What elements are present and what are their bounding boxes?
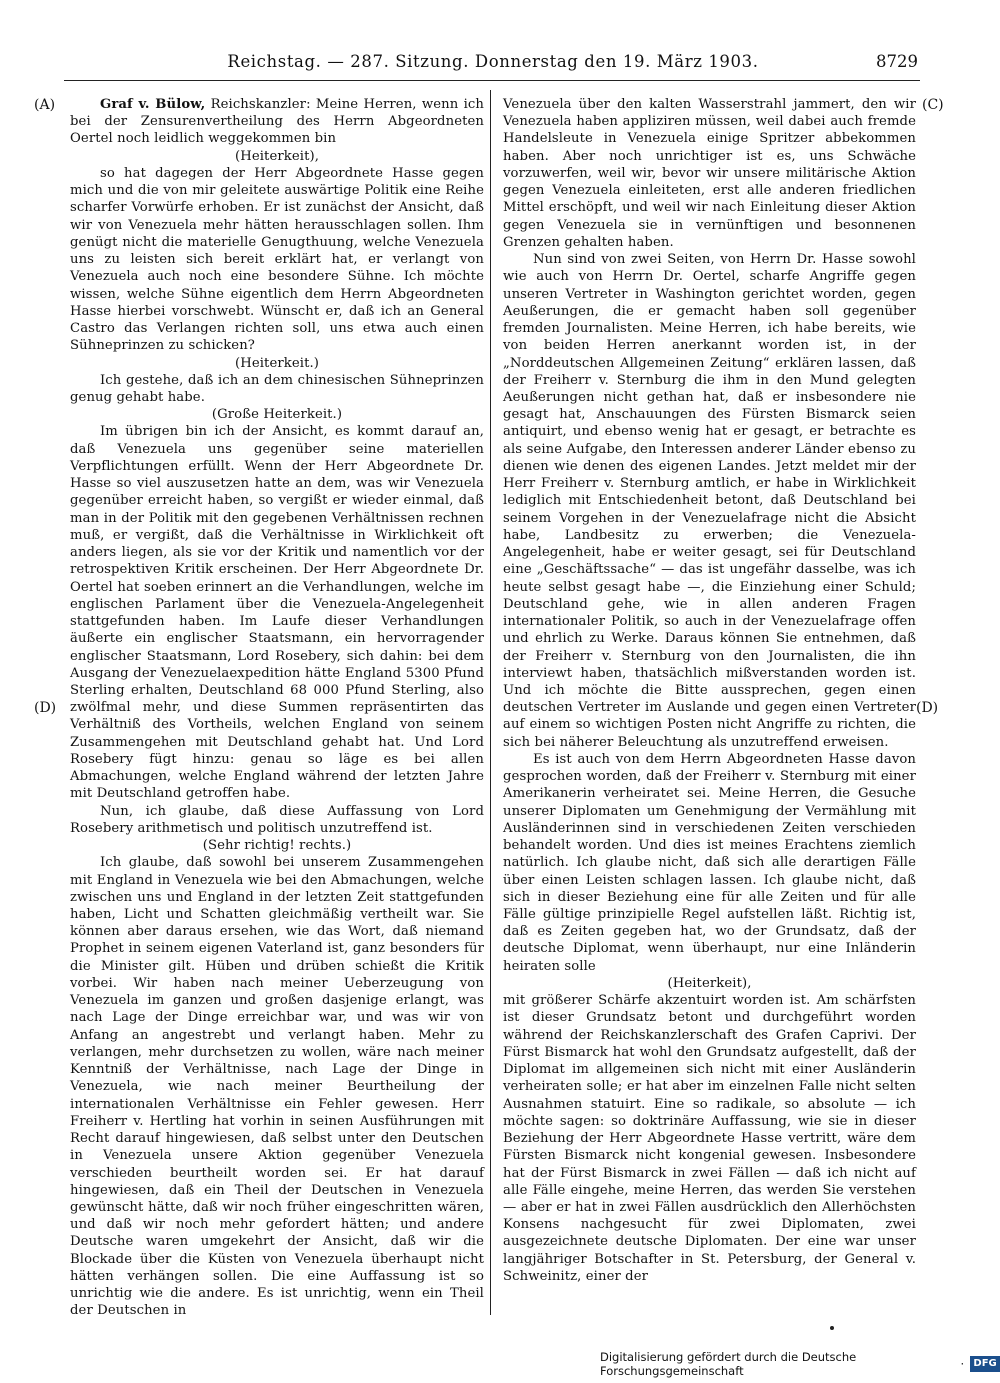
paragraph-continuation: Venezuela über den kalten Wasserstrahl jammert, den wir Venezuela haben appliziren müssen, weil dabei auch fremde Handelsleute in Venezuela einige Spritzer abbekommen haben. Aber noch unrichtiger ist es, uns Schwäche vorzuwerfen, weil wir, bevor wir unsere militärische Aktion gegen Venezuela einleiteten, erst alle anderen friedlichen Mittel erschöpft, und weil wir nach Einleitung dieser Aktion gegen Venezuela sie in vernünftigen und besonnenen Grenzen gehalten haben. [503, 97, 916, 250]
paragraph: Ich glaube, daß sowohl bei unserem Zusammengehen mit England in Venezuela wie bei den Abmachungen, welche zwischen uns und England in der letzten Zeit stattgefunden haben, Licht und Schatten gleichmäßig vertheilt war. Sie können aber daraus ersehen, wie das Wort, daß niemand Prophet in seinem eigenen Vaterland ist, ganz besonders für die Minister gilt. Hüben und drüben schießt die Kritik vorbei. Wir haben nach meiner Ueberzeugung von Venezuela im ganzen und großen dasjenige erlangt, was nach Lage der Dinge erreichbar war, und was wir von Anfang an angestrebt und verlangt haben. Mehr zu verlangen, mehr durchsetzen zu wollen, wäre nach meiner Kenntniß der Verhältnisse, nach Lage der Dinge in Venezuela, wie nach meiner Beurtheilung der internationalen Verhältnisse ein Fehler gewesen. Herr Freiherr v. Hertling hat vorhin in seinen Ausführungen mit Recht darauf hingewiesen, daß selbst unter den Deutschen in Venezuela unsere Aktion gegenüber Venezuela verschieden beurtheilt worden sei. Er hat darauf hingewiesen, daß ein Theil der Deutschen in Venezuela gewünscht hätte, daß wir noch früher eingeschritten wären, und daß wir noch mehr gefordert hätten; und andere Deutsche waren umgekehrt der Ansicht, daß wir die Blockade über die Küsten von Venezuela überhaupt nicht hätten verhängen sollen. Die eine Auffassung ist so unrichtig wie die andere. Es ist unrichtig, wenn ein Theil der Deutschen in [70, 855, 484, 1319]
margin-marker-d-left: (D) [34, 700, 57, 716]
speaker-text: Reichskanzler: Meine Herren, wenn ich bei der Zensurenvertheilung des Herrn Abgeordneten Oertel noch leidlich weggekommen bin [70, 97, 484, 147]
footer [600, 1350, 1000, 1378]
speaker-name: Graf v. Bülow, [100, 97, 206, 112]
dfg-logo[interactable]: DFG [970, 1356, 1000, 1372]
column-divider [490, 90, 491, 1315]
interjection: (Sehr richtig! rechts.) [202, 838, 352, 854]
right-column [503, 96, 916, 1285]
footer-text: Digitalisierung gefördert durch die Deutsche Forschungsgemeinschaft [600, 1350, 857, 1378]
header-rule [64, 80, 920, 81]
paragraph: Im übrigen bin ich der Ansicht, es kommt darauf an, daß Venezuela uns gegenüber seine materiellen Verpflichtungen erfüllt. Wenn der Herr Abgeordnete Dr. Hasse so viel auszusetzen hatte an dem, was wir Venezuela gegenüber erreicht haben, so vergißt er wieder einmal, daß man in der Politik mit den gegebenen Verhältnissen rechnen muß, er vergißt, daß die Verhältnisse in Wirklichkeit oft anders liegen, als sie vor der Kritik und namentlich vor der retrospektiven Kritik erscheinen. Der Herr Abgeordnete Dr. Oertel hat soeben erinnert an die Verhandlungen, welche im englischen Parlament über die Venezuela-Angelegenheit stattgefunden haben. Im Laufe dieser Verhandlungen äußerte ein englischer Staatsmann, ein hervorragender englischer Staatsmann, Lord Rosebery, sich dahin: bei dem Ausgang der Venezuelaexpedition hätte England 5300 Pfund Sterling erhalten, Deutschland 68 000 Pfund Sterling, also zwölfmal mehr, und diese Summen repräsentirten das Verhältniß des Vortheils, welchen England von seinem Zusammengehen mit Deutschland gehabt hat. Und Lord Rosebery fügt hinzu: genau so läge es bei allen Abmachungen, welche England während der letzten Jahre mit Deutschland getroffen habe. [70, 424, 484, 802]
paragraph: Nun, ich glaube, daß diese Auffassung von Lord Rosebery arithmetisch und politisch unzutreffend ist. [70, 803, 484, 836]
margin-marker-d-right: (D) [916, 700, 939, 716]
speaker-paragraph [70, 96, 484, 148]
paragraph: Nun sind von zwei Seiten, von Herrn Dr. Hasse sowohl wie auch von Herrn Dr. Oertel, scharfe Angriffe gegen unseren Vertreter in Washington gerichtet worden, gegen Aeußerungen, die er gemacht haben soll gegenüber fremden Journalisten. Meine Herren, ich habe bereits, wie von beiden Herren anerkannt worden ist, in der „Norddeutschen Allgemeinen Zeitung“ erklären lassen, daß der Freiherr v. Sternburg die ihm in den Mund gelegten Aeußerungen nicht gethan hat, daß er insbesondere nie gesagt hat, Anschauungen des Fürsten Bismarck seien antiquirt, und ebenso wenig hat er gesagt, er betrachte es als seine Aufgabe, den Interessen anderer Länder ebenso zu dienen wie denen des eigenen Landes. Jetzt meldet mir der Herr Freiherr v. Sternburg amtlich, er habe in Wirklichkeit lediglich mit Entschiedenheit betont, daß Deutschland bei seinem Vorgehen in der Venezuelafrage nicht die Absicht habe, Landbesitz zu erwerben; die Venezuela-Angelegenheit, habe er weiter gesagt, sei für Deutschland eine „Geschäftssache“ — das ist ungefähr dasselbe, was ich heute selbst gesagt habe —, die Einziehung einer Schuld; Deutschland gehe, wie in allen anderen Fragen internationaler Politik, so auch in der Venezuelafrage offen und ehrlich zu Werke. Daraus können Sie entnehmen, daß der Freiherr v. Sternburg von den Journalisten, die ihn interviewt haben, thatsächlich mißverstanden worden ist. Und ich möchte die Bitte aussprechen, gegen einen deutschen Vertreter im Auslande und gegen einen Vertreter auf einem so wichtigen Posten nicht Angriffe zu richten, die sich bei näherer Beleuchtung als unzutreffend erweisen. [503, 252, 916, 750]
paragraph: Ich gestehe, daß ich an dem chinesischen Sühneprinzen genug gehabt habe. [70, 372, 484, 405]
paragraph-continuation: mit größerer Schärfe akzentuirt worden ist. Am schärfsten ist dieser Grundsatz betont und durchgeführt worden während der Reichskanzlerschaft des Grafen Caprivi. Der Fürst Bismarck hat wohl den Grundsatz aufgestellt, daß der Diplomat im allgemeinen sich nicht mit einer Ausländerin verheiraten solle; er hat aber im einzelnen Falle nicht selten Ausnahmen statuirt. Eine so radikale, so absolute — ich möchte sagen: so doktrinäre Auffassung, wie sie in dieser Beziehung der Herr Abgeordnete Hasse vertritt, wäre dem Fürsten Bismarck nicht kongenial gewesen. Insbesondere hat der Fürst Bismarck in zwei Fällen — daß ich nicht auf alle Fälle eingehe, meine Herren, das werden Sie verstehen — aber er hat in zwei Fällen ausdrücklich den Allerhöchsten Konsens nachgesucht für zwei Diplomaten, zwei ausgezeichnete deutsche Diplomaten. Der eine war unser langjähriger Botschafter in St. Petersburg, der General v. Schweinitz, einer der [503, 993, 916, 1284]
ink-dot [830, 1326, 834, 1330]
left-column [70, 96, 484, 1320]
margin-marker-a: (A) [34, 97, 56, 113]
running-header [68, 52, 918, 78]
interjection: (Heiterkeit), [234, 148, 320, 164]
footer-separator: · [960, 1357, 965, 1371]
running-title: Reichstag. — 287. Sitzung. Donnerstag den 19. März 1903. [227, 52, 759, 71]
interjection: (Heiterkeit.) [234, 355, 320, 371]
paragraph: so hat dagegen der Herr Abgeordnete Hasse gegen mich und die von mir geleitete auswärtige Politik eine Reihe scharfer Vorwürfe erhoben. Er ist zunächst der Ansicht, daß wir von Venezuela mehr hätten herausschlagen sollen. Ihm genügt nicht die materielle Genugthuung, welche Venezuela uns zu leisten sich bereit erklärt hat, er verlangt von Venezuela auch noch eine besondere Sühne. Ich möchte wissen, welche Sühne eigentlich dem Herrn Abgeordneten Hasse hierbei vorschwebt. Wünscht er, daß ich an General Castro das Verlangen richten soll, uns etwa auch einen Sühneprinzen zu schicken? [70, 165, 484, 354]
page-number: 8729 [876, 52, 918, 71]
interjection: (Große Heiterkeit.) [211, 407, 343, 423]
paragraph: Es ist auch von dem Herrn Abgeordneten Hasse davon gesprochen worden, daß der Freiherr v. Sternburg mit einer Amerikanerin verheiratet sei. Meine Herren, die Gesuche unserer Diplomaten um Genehmigung der Vermählung mit Ausländerinnen sind in verschiedenen Zeiten verschieden behandelt worden. Und dies ist meines Erachtens ziemlich natürlich. Ich glaube nicht, daß sich alle derartigen Fälle über einen Leisten schlagen lassen. Ich glaube nicht, daß sich in dieser Beziehung eine für alle Zeiten und für alle Fälle gültige prinzipielle Regel aufstellen läßt. Richtig ist, daß es Zeiten gegeben hat, wo der Grundsatz, daß der deutsche Diplomat, wenn überhaupt, nur eine Inländerin heiraten solle [503, 751, 916, 974]
interjection: (Heiterkeit), [667, 975, 752, 991]
margin-marker-c: (C) [922, 97, 944, 113]
